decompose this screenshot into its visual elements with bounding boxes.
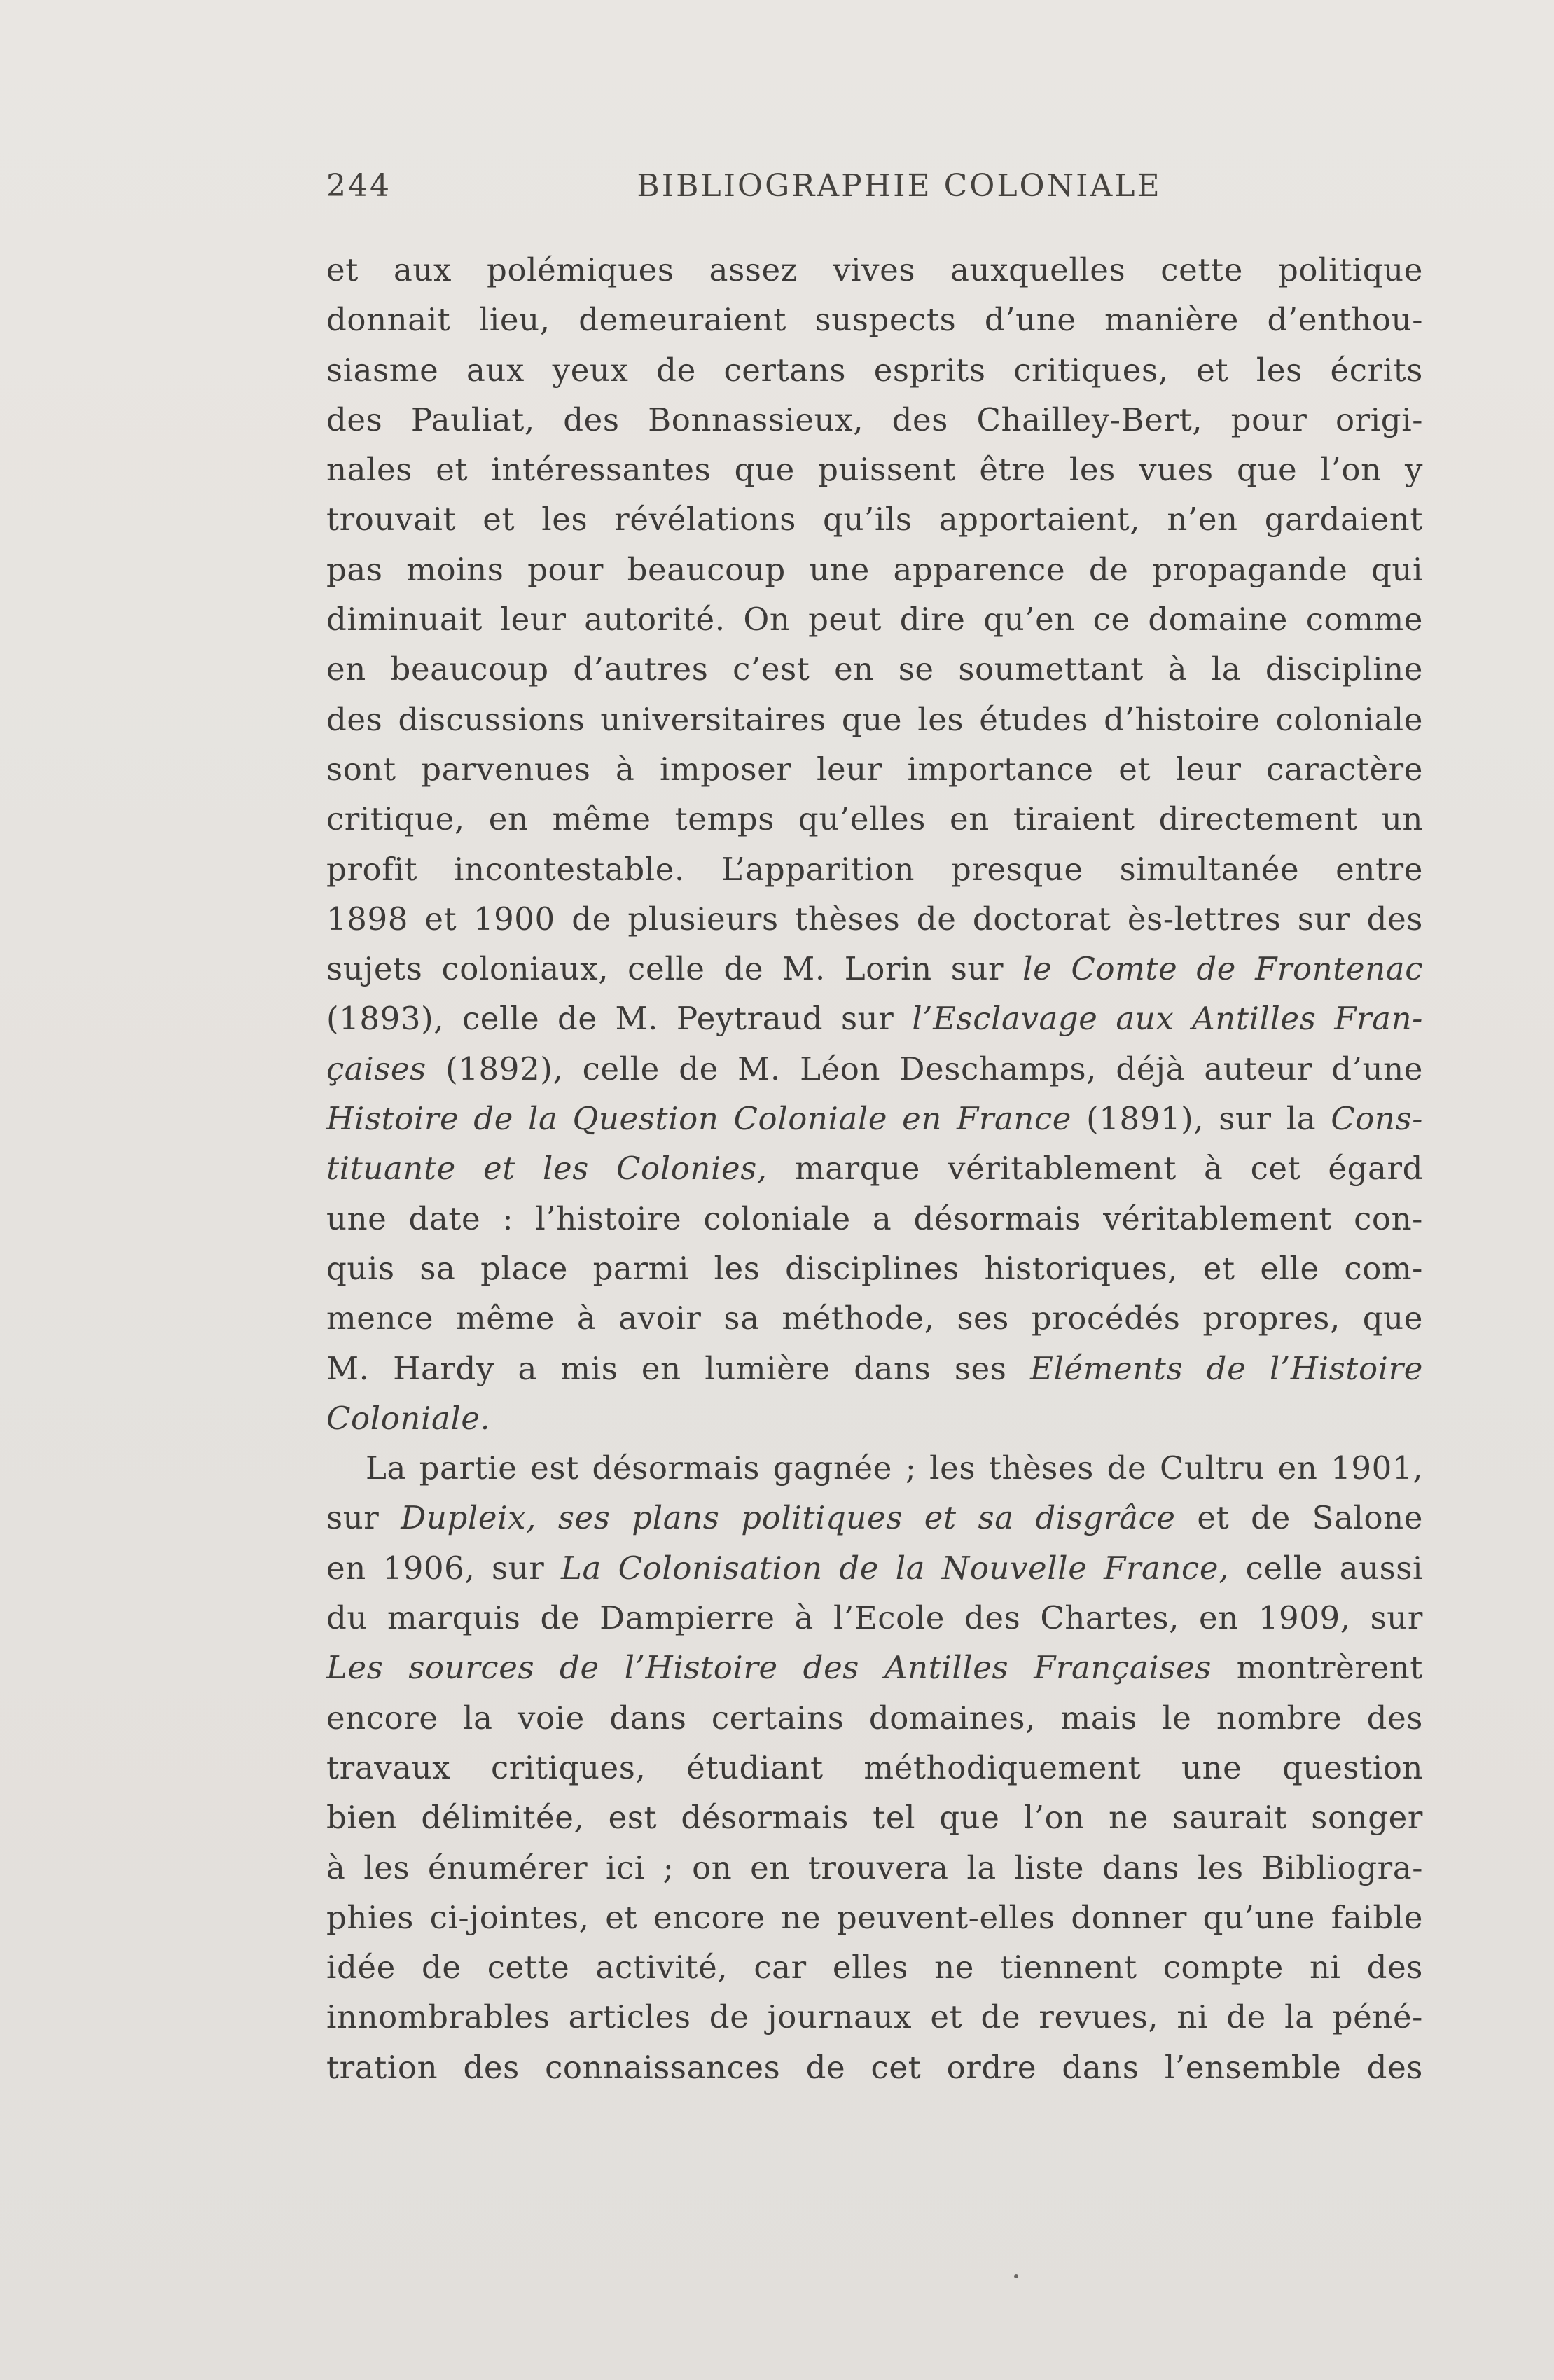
text-line	[326, 1393, 1423, 1443]
text-line: phies ci-jointes, et encore ne peuvent-elles donner qu’une faible	[326, 1898, 1423, 1936]
text-line	[326, 1044, 1423, 1094]
italic-title: tituante et les Colonies,	[326, 1150, 768, 1188]
text-run: (1891), sur la	[1071, 1100, 1331, 1138]
text-line: trouvait et les révélations qu’ils apportaient, n’en gardaient	[326, 501, 1423, 538]
text-run: (1892), celle de M. Léon Deschamps, déjà auteur d’une	[426, 1050, 1423, 1087]
text-line: du marquis de Dampierre à l’Ecole des Chartes, en 1909, sur	[326, 1599, 1423, 1637]
text-line: diminuait leur autorité. On peut dire qu’en ce domaine comme	[326, 601, 1423, 639]
text-line: idée de cette activité, car elles ne tiennent compte ni des	[326, 1949, 1423, 1986]
text-line: des Pauliat, des Bonnassieux, des Chailley-Bert, pour origi-	[326, 401, 1423, 438]
italic-title: Les sources de l’Histoire des Antilles Françaises	[326, 1649, 1212, 1687]
text-run: et de Salone	[1175, 1499, 1423, 1537]
page-header	[326, 168, 1423, 217]
text-run: marque véritablement à cet égard	[767, 1150, 1423, 1188]
italic-title: La Colonisation de la Nouvelle France,	[561, 1549, 1229, 1587]
text-line: pas moins pour beaucoup une apparence de propagande qui	[326, 550, 1423, 588]
italic-title: Cons-	[1331, 1100, 1424, 1138]
text-line: à les énumérer ici ; on en trouvera la liste dans les Bibliogra-	[326, 1849, 1423, 1886]
page-number: 244	[326, 168, 391, 204]
text-line: encore la voie dans certains domaines, mais le nombre des	[326, 1699, 1423, 1737]
text-line	[326, 1143, 1423, 1193]
text-line	[326, 944, 1423, 994]
italic-title: Coloniale.	[326, 1399, 491, 1437]
text-line: 1898 et 1900 de plusieurs thèses de doctorat ès-lettres sur des	[326, 900, 1423, 938]
text-line: des discussions universitaires que les études d’histoire coloniale	[326, 700, 1423, 738]
text-run: celle aussi	[1229, 1549, 1423, 1587]
text-line: mence même à avoir sa méthode, ses procédés propres, que	[326, 1300, 1423, 1337]
text-line: La partie est désormais gagnée ; les thèses de Cultru en 1901,	[366, 1449, 1423, 1487]
text-line: siasme aux yeux de certans esprits critiques, et les écrits	[326, 351, 1423, 389]
text-line: bien délimitée, est désormais tel que l’on ne saurait songer	[326, 1799, 1423, 1837]
text-line	[326, 1543, 1423, 1593]
text-line	[326, 994, 1423, 1043]
text-line	[326, 1344, 1423, 1393]
text-run: (1893), celle de M. Peytraud sur	[326, 1000, 913, 1038]
text-line	[326, 1643, 1423, 1692]
body-text	[326, 245, 1423, 2092]
running-title: BIBLIOGRAPHIE COLONIALE	[637, 168, 1162, 204]
text-line: critique, en même temps qu’elles en tiraient directement un	[326, 800, 1423, 838]
text-line: sont parvenues à imposer leur importance et leur caractère	[326, 750, 1423, 788]
text-line: en beaucoup d’autres c’est en se soumettant à la discipline	[326, 650, 1423, 688]
italic-title: Histoire de la Question Coloniale en France	[326, 1100, 1072, 1138]
italic-title: le Comte de Frontenac	[1022, 950, 1424, 988]
italic-title: l’Esclavage aux Antilles Fran-	[912, 1000, 1423, 1038]
text-line: travaux critiques, étudiant méthodiquement une question	[326, 1748, 1423, 1786]
text-run: sujets coloniaux, celle de M. Lorin sur	[326, 950, 1023, 988]
italic-title: çaises	[326, 1050, 426, 1087]
text-line: tration des connaissances de cet ordre dans l’ensemble des	[326, 2048, 1423, 2086]
text-line	[326, 1094, 1423, 1143]
italic-title: Eléments de l’Histoire	[1030, 1349, 1423, 1387]
text-line: nales et intéressantes que puissent être les vues que l’on y	[326, 451, 1423, 489]
text-line: profit incontestable. L’apparition presque simultanée entre	[326, 850, 1423, 888]
text-run: en 1906, sur	[326, 1549, 562, 1587]
text-line: innombrables articles de journaux et de revues, ni de la péné-	[326, 1998, 1423, 2036]
text-line: donnait lieu, demeuraient suspects d’une manière d’enthou-	[326, 301, 1423, 339]
print-speck	[1014, 2274, 1018, 2278]
text-line: quis sa place parmi les disciplines historiques, et elle com-	[326, 1249, 1423, 1287]
text-line: et aux polémiques assez vives auxquelles cette politique	[326, 251, 1423, 288]
text-line	[326, 1493, 1423, 1543]
italic-title: Dupleix, ses plans politiques et sa disgrâce	[401, 1499, 1176, 1537]
text-line: une date : l’histoire coloniale a désormais véritablement con-	[326, 1199, 1423, 1237]
text-run: montrèrent	[1211, 1649, 1423, 1687]
text-run: sur	[326, 1499, 401, 1537]
text-run: M. Hardy a mis en lumière dans ses	[326, 1349, 1031, 1387]
